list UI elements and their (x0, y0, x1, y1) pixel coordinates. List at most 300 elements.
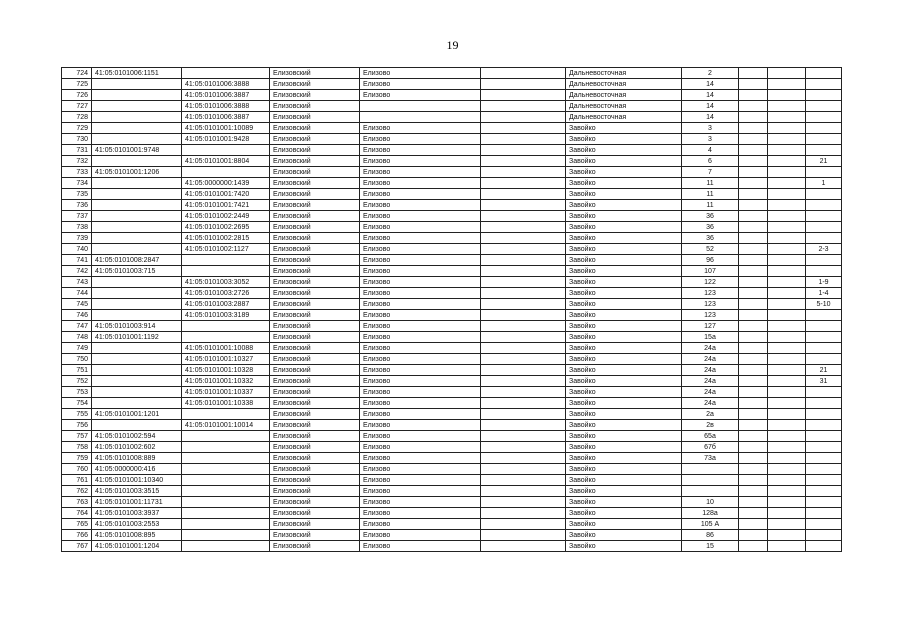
table-row (62, 255, 842, 266)
cell-row-number: 734 (62, 178, 92, 189)
cell-flat-number (806, 101, 842, 112)
cell-cadastral-number-parcel (92, 156, 182, 167)
cell-street: Завойко (566, 442, 682, 453)
cell-locality (481, 464, 566, 475)
cell-settlement: Елизово (360, 321, 481, 332)
cell-house-number: 36 (682, 222, 739, 233)
cell-building-number (739, 321, 768, 332)
cell-structure (768, 310, 806, 321)
cell-locality (481, 310, 566, 321)
cell-house-number: 24а (682, 398, 739, 409)
cell-building-number (739, 442, 768, 453)
cell-row-number: 759 (62, 453, 92, 464)
cell-street: Завойко (566, 156, 682, 167)
cell-house-number: 6 (682, 156, 739, 167)
cell-house-number: 11 (682, 189, 739, 200)
cell-district: Елизовский (270, 409, 360, 420)
cell-row-number: 726 (62, 90, 92, 101)
cell-street: Завойко (566, 299, 682, 310)
cell-cadastral-number-parcel: 41:05:0101002:602 (92, 442, 182, 453)
cell-building-number (739, 68, 768, 79)
cell-flat-number: 1 (806, 178, 842, 189)
cell-locality (481, 244, 566, 255)
cell-cadastral-number-parcel (92, 112, 182, 123)
cell-house-number: 36 (682, 211, 739, 222)
cell-cadastral-number-parcel (92, 354, 182, 365)
cell-cadastral-number-building: 41:05:0101002:2815 (182, 233, 270, 244)
cell-building-number (739, 79, 768, 90)
cell-flat-number (806, 431, 842, 442)
cell-district: Елизовский (270, 387, 360, 398)
cell-street: Завойко (566, 354, 682, 365)
cell-flat-number (806, 255, 842, 266)
table-row (62, 299, 842, 310)
cell-locality (481, 541, 566, 552)
cell-flat-number (806, 222, 842, 233)
cell-settlement: Елизово (360, 519, 481, 530)
cell-row-number: 758 (62, 442, 92, 453)
cell-structure (768, 233, 806, 244)
cell-structure (768, 398, 806, 409)
cell-settlement: Елизово (360, 365, 481, 376)
cell-structure (768, 508, 806, 519)
table-row (62, 123, 842, 134)
cell-street: Завойко (566, 486, 682, 497)
cell-settlement: Елизово (360, 68, 481, 79)
cell-row-number: 757 (62, 431, 92, 442)
cell-locality (481, 343, 566, 354)
cell-district: Елизовский (270, 343, 360, 354)
cell-district: Елизовский (270, 464, 360, 475)
cell-flat-number (806, 211, 842, 222)
cell-building-number (739, 90, 768, 101)
table-row (62, 277, 842, 288)
cell-building-number (739, 244, 768, 255)
cell-locality (481, 112, 566, 123)
cell-settlement: Елизово (360, 266, 481, 277)
cell-cadastral-number-parcel (92, 244, 182, 255)
cell-flat-number (806, 486, 842, 497)
cell-building-number (739, 156, 768, 167)
cell-district: Елизовский (270, 112, 360, 123)
cell-settlement: Елизово (360, 431, 481, 442)
cell-house-number: 73а (682, 453, 739, 464)
cell-building-number (739, 398, 768, 409)
cell-district: Елизовский (270, 420, 360, 431)
cell-structure (768, 475, 806, 486)
cell-street: Дальневосточная (566, 79, 682, 90)
cell-structure (768, 189, 806, 200)
cell-cadastral-number-parcel (92, 398, 182, 409)
cell-district: Елизовский (270, 189, 360, 200)
cell-street: Завойко (566, 266, 682, 277)
cell-flat-number (806, 189, 842, 200)
cell-locality (481, 398, 566, 409)
cell-locality (481, 530, 566, 541)
cell-house-number: 14 (682, 112, 739, 123)
cell-house-number: 123 (682, 310, 739, 321)
cell-row-number: 744 (62, 288, 92, 299)
cell-structure (768, 90, 806, 101)
table-row (62, 189, 842, 200)
cell-row-number: 730 (62, 134, 92, 145)
cell-structure (768, 376, 806, 387)
cell-house-number: 15а (682, 332, 739, 343)
cell-house-number: 2в (682, 420, 739, 431)
cell-settlement: Елизово (360, 222, 481, 233)
cell-settlement: Елизово (360, 376, 481, 387)
cell-cadastral-number-parcel: 41:05:0101001:10340 (92, 475, 182, 486)
cell-district: Елизовский (270, 145, 360, 156)
cell-cadastral-number-parcel: 41:05:0101003:2553 (92, 519, 182, 530)
table-row (62, 244, 842, 255)
cell-structure (768, 541, 806, 552)
cell-house-number: 67б (682, 442, 739, 453)
cell-house-number: 15 (682, 541, 739, 552)
cell-cadastral-number-building (182, 266, 270, 277)
cell-structure (768, 112, 806, 123)
cell-cadastral-number-building: 41:05:0101006:3887 (182, 90, 270, 101)
cell-house-number: 3 (682, 134, 739, 145)
table-row (62, 101, 842, 112)
table-row (62, 266, 842, 277)
cell-flat-number (806, 497, 842, 508)
cell-row-number: 765 (62, 519, 92, 530)
cell-flat-number (806, 387, 842, 398)
cell-cadastral-number-building (182, 530, 270, 541)
cell-row-number: 727 (62, 101, 92, 112)
cell-house-number: 7 (682, 167, 739, 178)
cell-cadastral-number-parcel (92, 299, 182, 310)
cell-building-number (739, 376, 768, 387)
cell-flat-number: 31 (806, 376, 842, 387)
cell-cadastral-number-building (182, 486, 270, 497)
cell-building-number (739, 332, 768, 343)
table-row (62, 354, 842, 365)
cell-cadastral-number-building (182, 497, 270, 508)
cell-locality (481, 497, 566, 508)
cell-row-number: 753 (62, 387, 92, 398)
cell-locality (481, 123, 566, 134)
cell-building-number (739, 409, 768, 420)
cell-cadastral-number-building: 41:05:0101006:3888 (182, 79, 270, 90)
cell-street: Завойко (566, 409, 682, 420)
cell-cadastral-number-parcel: 41:05:0101002:594 (92, 431, 182, 442)
cell-district: Елизовский (270, 288, 360, 299)
cell-locality (481, 288, 566, 299)
cell-street: Завойко (566, 541, 682, 552)
cell-flat-number: 21 (806, 365, 842, 376)
table-row (62, 156, 842, 167)
cell-structure (768, 255, 806, 266)
cell-district: Елизовский (270, 79, 360, 90)
cell-settlement: Елизово (360, 398, 481, 409)
cell-cadastral-number-parcel: 41:05:0101003:3937 (92, 508, 182, 519)
cell-cadastral-number-building: 41:05:0101001:10327 (182, 354, 270, 365)
cell-street: Завойко (566, 398, 682, 409)
cell-row-number: 745 (62, 299, 92, 310)
cell-street: Дальневосточная (566, 68, 682, 79)
cell-district: Елизовский (270, 442, 360, 453)
cell-cadastral-number-building: 41:05:0101001:7420 (182, 189, 270, 200)
cell-cadastral-number-parcel: 41:05:0101003:3515 (92, 486, 182, 497)
cell-district: Елизовский (270, 101, 360, 112)
cell-flat-number (806, 123, 842, 134)
cell-flat-number: 2-3 (806, 244, 842, 255)
cell-settlement: Елизово (360, 387, 481, 398)
cell-district: Елизовский (270, 486, 360, 497)
cell-locality (481, 79, 566, 90)
table-row (62, 475, 842, 486)
cell-cadastral-number-parcel (92, 134, 182, 145)
cell-structure (768, 123, 806, 134)
cell-flat-number (806, 310, 842, 321)
cell-flat-number (806, 321, 842, 332)
cell-district: Елизовский (270, 541, 360, 552)
cell-house-number: 4 (682, 145, 739, 156)
cell-settlement: Елизово (360, 299, 481, 310)
cell-structure (768, 145, 806, 156)
cell-street: Завойко (566, 167, 682, 178)
cell-flat-number: 1-9 (806, 277, 842, 288)
cell-structure (768, 409, 806, 420)
cell-building-number (739, 464, 768, 475)
cell-flat-number (806, 68, 842, 79)
cell-cadastral-number-building: 41:05:0101001:7421 (182, 200, 270, 211)
cell-cadastral-number-parcel (92, 376, 182, 387)
cell-building-number (739, 233, 768, 244)
cell-row-number: 763 (62, 497, 92, 508)
cell-structure (768, 200, 806, 211)
cell-row-number: 748 (62, 332, 92, 343)
table-row (62, 90, 842, 101)
cell-cadastral-number-building: 41:05:0101001:10337 (182, 387, 270, 398)
cell-row-number: 751 (62, 365, 92, 376)
cell-flat-number (806, 112, 842, 123)
cell-house-number: 11 (682, 178, 739, 189)
cell-settlement: Елизово (360, 442, 481, 453)
cell-settlement (360, 112, 481, 123)
cell-building-number (739, 123, 768, 134)
cell-cadastral-number-building: 41:05:0101001:9428 (182, 134, 270, 145)
cell-settlement: Елизово (360, 189, 481, 200)
cell-street: Завойко (566, 519, 682, 530)
cell-cadastral-number-parcel (92, 189, 182, 200)
cell-structure (768, 420, 806, 431)
cell-cadastral-number-building (182, 409, 270, 420)
cell-house-number: 128а (682, 508, 739, 519)
cell-flat-number (806, 453, 842, 464)
cell-flat-number (806, 519, 842, 530)
table-row (62, 178, 842, 189)
cell-building-number (739, 365, 768, 376)
cell-flat-number (806, 90, 842, 101)
cell-house-number: 24а (682, 365, 739, 376)
cell-structure (768, 321, 806, 332)
cell-flat-number (806, 332, 842, 343)
cell-house-number: 107 (682, 266, 739, 277)
cell-street: Завойко (566, 475, 682, 486)
cell-cadastral-number-parcel: 41:05:0101001:1201 (92, 409, 182, 420)
cell-row-number: 733 (62, 167, 92, 178)
cell-locality (481, 211, 566, 222)
cell-settlement: Елизово (360, 288, 481, 299)
cell-structure (768, 134, 806, 145)
cell-district: Елизовский (270, 123, 360, 134)
cell-house-number (682, 475, 739, 486)
cell-settlement: Елизово (360, 310, 481, 321)
cell-cadastral-number-building (182, 453, 270, 464)
cell-row-number: 732 (62, 156, 92, 167)
cell-building-number (739, 420, 768, 431)
cell-structure (768, 101, 806, 112)
table-row (62, 453, 842, 464)
cell-row-number: 728 (62, 112, 92, 123)
cell-cadastral-number-parcel (92, 222, 182, 233)
cell-locality (481, 178, 566, 189)
cell-cadastral-number-parcel (92, 90, 182, 101)
cell-settlement: Елизово (360, 145, 481, 156)
table-row (62, 387, 842, 398)
cell-flat-number (806, 442, 842, 453)
cell-settlement: Елизово (360, 508, 481, 519)
cell-street: Завойко (566, 376, 682, 387)
cell-locality (481, 409, 566, 420)
cell-cadastral-number-parcel: 41:05:0101001:11731 (92, 497, 182, 508)
cell-structure (768, 442, 806, 453)
cell-locality (481, 420, 566, 431)
cell-street: Завойко (566, 233, 682, 244)
cell-building-number (739, 222, 768, 233)
cell-settlement: Елизово (360, 464, 481, 475)
cell-locality (481, 453, 566, 464)
cell-building-number (739, 134, 768, 145)
cell-street: Завойко (566, 222, 682, 233)
cell-district: Елизовский (270, 365, 360, 376)
cell-house-number: 10 (682, 497, 739, 508)
cell-cadastral-number-building (182, 541, 270, 552)
cell-cadastral-number-building (182, 145, 270, 156)
cell-street: Завойко (566, 244, 682, 255)
cell-row-number: 737 (62, 211, 92, 222)
cell-locality (481, 101, 566, 112)
cell-structure (768, 277, 806, 288)
cell-building-number (739, 200, 768, 211)
cell-flat-number (806, 409, 842, 420)
cell-building-number (739, 299, 768, 310)
cell-street: Завойко (566, 431, 682, 442)
cell-settlement: Елизово (360, 90, 481, 101)
cell-structure (768, 79, 806, 90)
cell-structure (768, 299, 806, 310)
cell-cadastral-number-building (182, 464, 270, 475)
cell-row-number: 756 (62, 420, 92, 431)
cell-cadastral-number-building: 41:05:0101001:10088 (182, 343, 270, 354)
cell-house-number: 24а (682, 376, 739, 387)
cell-district: Елизовский (270, 266, 360, 277)
cell-locality (481, 167, 566, 178)
cell-locality (481, 145, 566, 156)
cell-cadastral-number-parcel (92, 365, 182, 376)
cell-cadastral-number-building: 41:05:0101002:2449 (182, 211, 270, 222)
cell-building-number (739, 167, 768, 178)
cell-cadastral-number-building (182, 255, 270, 266)
cell-cadastral-number-building: 41:05:0101001:10332 (182, 376, 270, 387)
table-row (62, 442, 842, 453)
cell-row-number: 725 (62, 79, 92, 90)
cell-structure (768, 222, 806, 233)
cell-building-number (739, 354, 768, 365)
cell-district: Елизовский (270, 332, 360, 343)
cell-structure (768, 178, 806, 189)
cell-settlement: Елизово (360, 211, 481, 222)
cell-district: Елизовский (270, 398, 360, 409)
cell-house-number: 123 (682, 288, 739, 299)
cell-structure (768, 156, 806, 167)
cell-cadastral-number-building (182, 321, 270, 332)
cell-district: Елизовский (270, 453, 360, 464)
cell-row-number: 743 (62, 277, 92, 288)
cell-street: Завойко (566, 288, 682, 299)
cell-building-number (739, 519, 768, 530)
cell-building-number (739, 288, 768, 299)
cell-district: Елизовский (270, 376, 360, 387)
cell-flat-number (806, 354, 842, 365)
cell-flat-number (806, 145, 842, 156)
cell-street: Завойко (566, 387, 682, 398)
cell-district: Елизовский (270, 354, 360, 365)
cell-cadastral-number-parcel: 41:05:0101001:1206 (92, 167, 182, 178)
cell-building-number (739, 266, 768, 277)
cell-house-number: 2а (682, 409, 739, 420)
cell-flat-number (806, 464, 842, 475)
cell-settlement: Елизово (360, 200, 481, 211)
cell-locality (481, 387, 566, 398)
cell-cadastral-number-parcel (92, 310, 182, 321)
cell-building-number (739, 277, 768, 288)
cell-district: Елизовский (270, 310, 360, 321)
cell-house-number: 123 (682, 299, 739, 310)
cell-settlement: Елизово (360, 178, 481, 189)
cell-house-number (682, 486, 739, 497)
table-row (62, 343, 842, 354)
cell-locality (481, 486, 566, 497)
cell-row-number: 741 (62, 255, 92, 266)
cell-flat-number (806, 398, 842, 409)
cell-row-number: 755 (62, 409, 92, 420)
cell-structure (768, 288, 806, 299)
cell-building-number (739, 475, 768, 486)
cell-locality (481, 376, 566, 387)
cell-cadastral-number-building (182, 68, 270, 79)
cell-building-number (739, 508, 768, 519)
cell-structure (768, 497, 806, 508)
cell-row-number: 736 (62, 200, 92, 211)
cell-cadastral-number-building (182, 442, 270, 453)
cell-cadastral-number-parcel: 41:05:0101001:9748 (92, 145, 182, 156)
cell-flat-number (806, 134, 842, 145)
cell-locality (481, 299, 566, 310)
cell-flat-number (806, 266, 842, 277)
table-row (62, 376, 842, 387)
cell-cadastral-number-building: 41:05:0101001:10014 (182, 420, 270, 431)
cell-locality (481, 431, 566, 442)
cell-house-number: 105 А (682, 519, 739, 530)
table-row (62, 530, 842, 541)
cell-cadastral-number-parcel (92, 101, 182, 112)
cell-cadastral-number-building: 41:05:0101002:2695 (182, 222, 270, 233)
cell-row-number: 724 (62, 68, 92, 79)
